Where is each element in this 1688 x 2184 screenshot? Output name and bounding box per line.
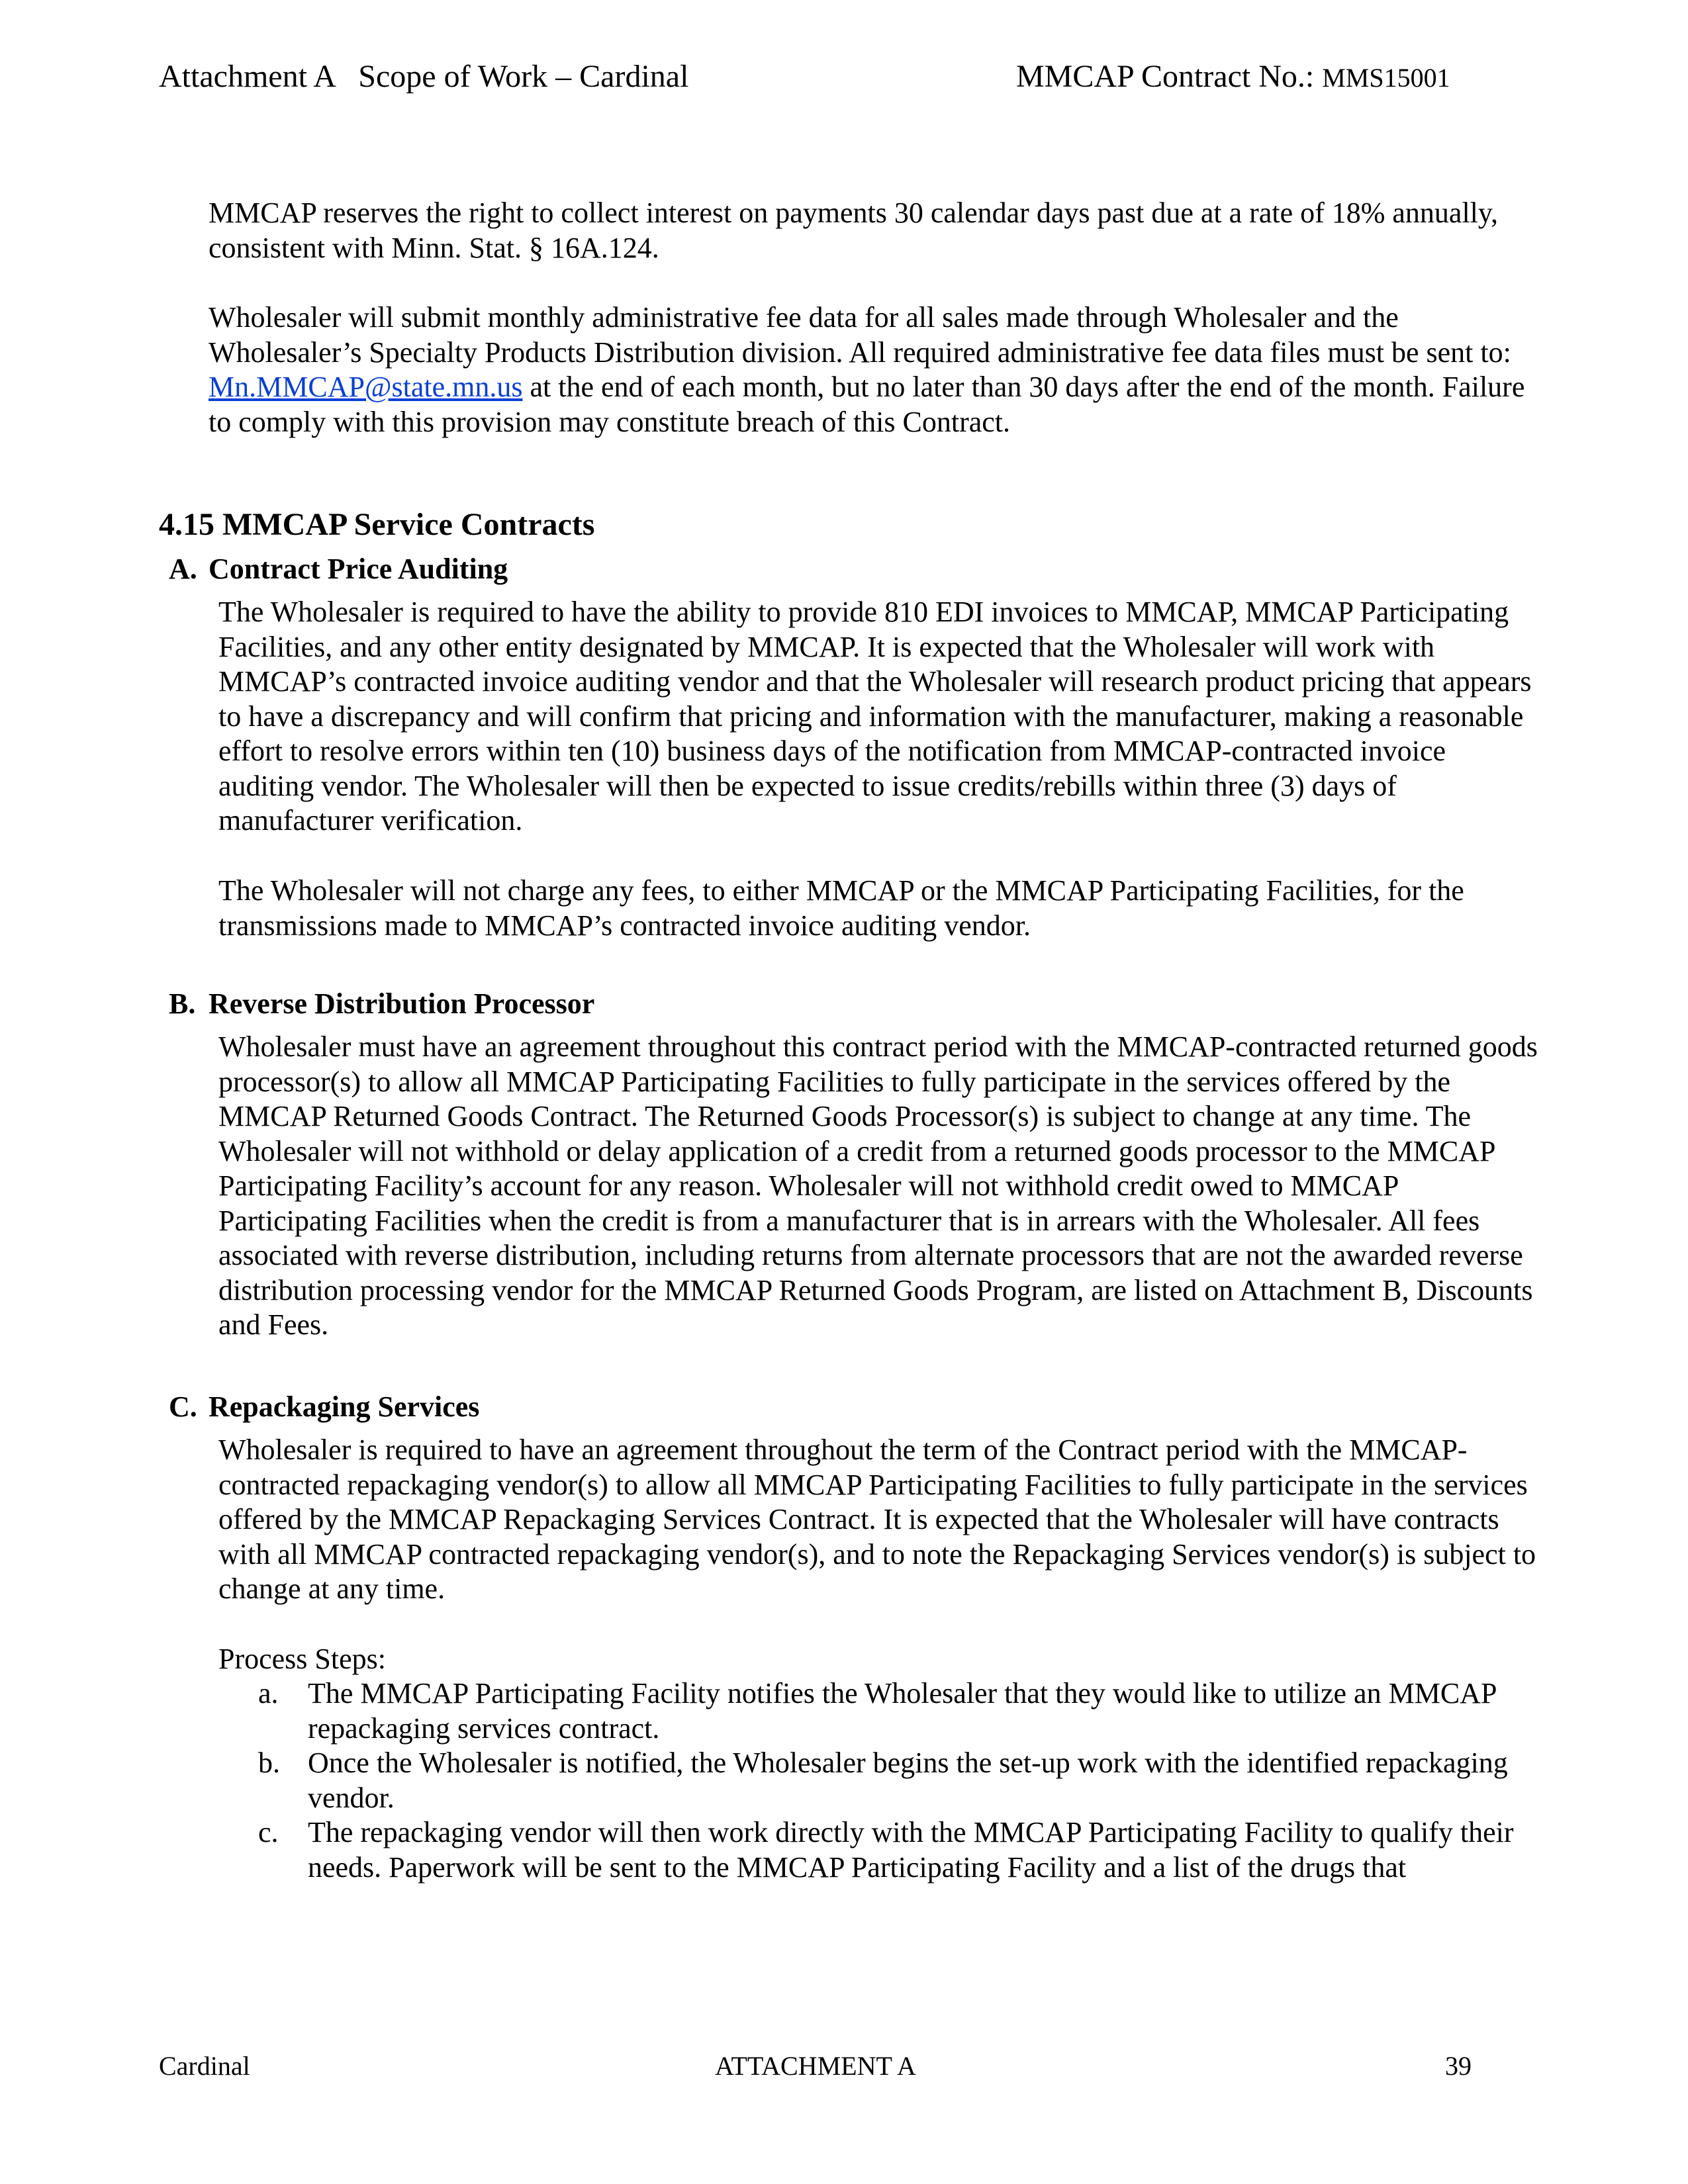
footer-company: Cardinal (159, 2051, 250, 2081)
subsection-b-paragraph (218, 1030, 1542, 1343)
process-steps-list (218, 1676, 1542, 1885)
email-link[interactable]: Mn.MMCAP@state.mn.us (209, 371, 523, 403)
subsection-c-heading (169, 1390, 479, 1424)
list-marker: b. (258, 1747, 280, 1779)
admin-fee-text-end: at the end of each month, but no later than 30 days after the end of the month. Failure to comply with this provision may constitute breach of this Contract. (209, 371, 1525, 438)
list-item-text: Once the Wholesaler is notified, the Wholesaler begins the set-up work with the identified repackaging vendor. (308, 1747, 1508, 1814)
subsection-a-letter: A. (169, 553, 197, 585)
page-number: 39 (1445, 2051, 1472, 2081)
header-contract-label: MMCAP Contract No.: (1016, 59, 1315, 94)
list-item (218, 1815, 1542, 1885)
header-contract-number: MMS15001 (1322, 63, 1450, 93)
list-item (218, 1746, 1542, 1815)
list-marker: c. (258, 1816, 279, 1848)
list-item-text: The repackaging vendor will then work directly with the MMCAP Participating Facility to qualify their needs. Paperwork will be sent to the MMCAP Participating Facility and a list of the drugs that (308, 1816, 1514, 1884)
process-steps-label (218, 1642, 1542, 1677)
subsection-c-title: Repackaging Services (209, 1390, 480, 1423)
subsection-c-text: Wholesaler is required to have an agreement throughout the term of the Contract period with the MMCAP-contracted repackaging vendor(s) to allow all MMCAP Participating Facilities to fully participate in the services offered by the MMCAP Repackaging Services Contract. It is expected that the Wholesaler will have contracts with all MMCAP contracted repackaging vendor(s), and to note the Repackaging Services vendor(s) is subject to change at any time. (218, 1433, 1536, 1605)
subsection-b-text: Wholesaler must have an agreement throughout this contract period with the MMCAP-contracted returned goods processor(s) to allow all MMCAP Participating Facilities to fully participate in the services offered by the MMCAP Returned Goods Contract. The Returned Goods Processor(s) is subject to change at any time. The Wholesaler will not withhold or delay application of a credit from a returned goods processor to the MMCAP Participating Facility’s account for any reason. Wholesaler will not withhold credit owed to MMCAP Participating Facilities when the credit is from a manufacturer that is in arrears with the Wholesaler. All fees associated with reverse distribution, including returns from alternate processors that are not the awarded reverse distribution processing vendor for the MMCAP Returned Goods Program, are listed on Attachment B, Discounts and Fees. (218, 1030, 1538, 1341)
subsection-a-text-1: The Wholesaler is required to have the ability to provide 810 EDI invoices to MMCAP, MMCAP Participating Facilities, and any other entity designated by MMCAP. It is expected that the Wholesaler will work with MMCAP’s contracted invoice auditing vendor and that the Wholesaler will research product pricing that appears to have a discrepancy and will confirm that pricing and information with the manufacturer, making a reasonable effort to resolve errors within ten (10) business days of the notification from MMCAP-contracted invoice auditing vendor. The Wholesaler will then be expected to issue credits/rebills within three (3) days of manufacturer verification. (218, 596, 1532, 837)
process-steps-label-text: Process Steps: (218, 1643, 386, 1675)
interest-text: MMCAP reserves the right to collect interest on payments 30 calendar days past due at a rate of 18% annually, consistent with Minn. Stat. § 16A.124. (209, 197, 1499, 264)
header-contract (1016, 58, 1450, 97)
subsection-a-heading (169, 552, 508, 586)
subsection-a-title: Contract Price Auditing (209, 553, 508, 585)
admin-fee-text (209, 300, 1526, 439)
admin-fee-text-start: Wholesaler will submit monthly administrative fee data for all sales made through Wholesaler and the Wholesaler’s Specialty Products Distribution division. All required administrative fee data files must be sent to: (209, 301, 1511, 369)
subsection-a-text-2: The Wholesaler will not charge any fees, to either MMCAP or the MMCAP Participating Facilities, for the transmissions made to MMCAP’s contracted invoice auditing vendor. (218, 874, 1464, 942)
admin-fee-paragraph (209, 300, 1526, 439)
subsection-b-heading (169, 987, 594, 1021)
header-title: Attachment A Scope of Work – Cardinal (159, 59, 689, 94)
subsection-c-paragraph (218, 1433, 1542, 1607)
subsection-b-letter: B. (169, 987, 196, 1020)
subsection-b-title: Reverse Distribution Processor (209, 987, 595, 1020)
section-heading: 4.15 MMCAP Service Contracts (159, 507, 595, 542)
list-item-text: The MMCAP Participating Facility notifies the Wholesaler that they would like to utilize an MMCAP repackaging services contract. (308, 1677, 1496, 1745)
subsection-a-paragraph-1 (218, 595, 1542, 839)
footer-attachment: ATTACHMENT A (715, 2051, 916, 2081)
list-item (218, 1676, 1542, 1746)
subsection-c-letter: C. (169, 1390, 197, 1423)
subsection-a-paragraph-2 (218, 874, 1542, 943)
list-marker: a. (258, 1677, 279, 1709)
interest-paragraph (209, 196, 1526, 265)
